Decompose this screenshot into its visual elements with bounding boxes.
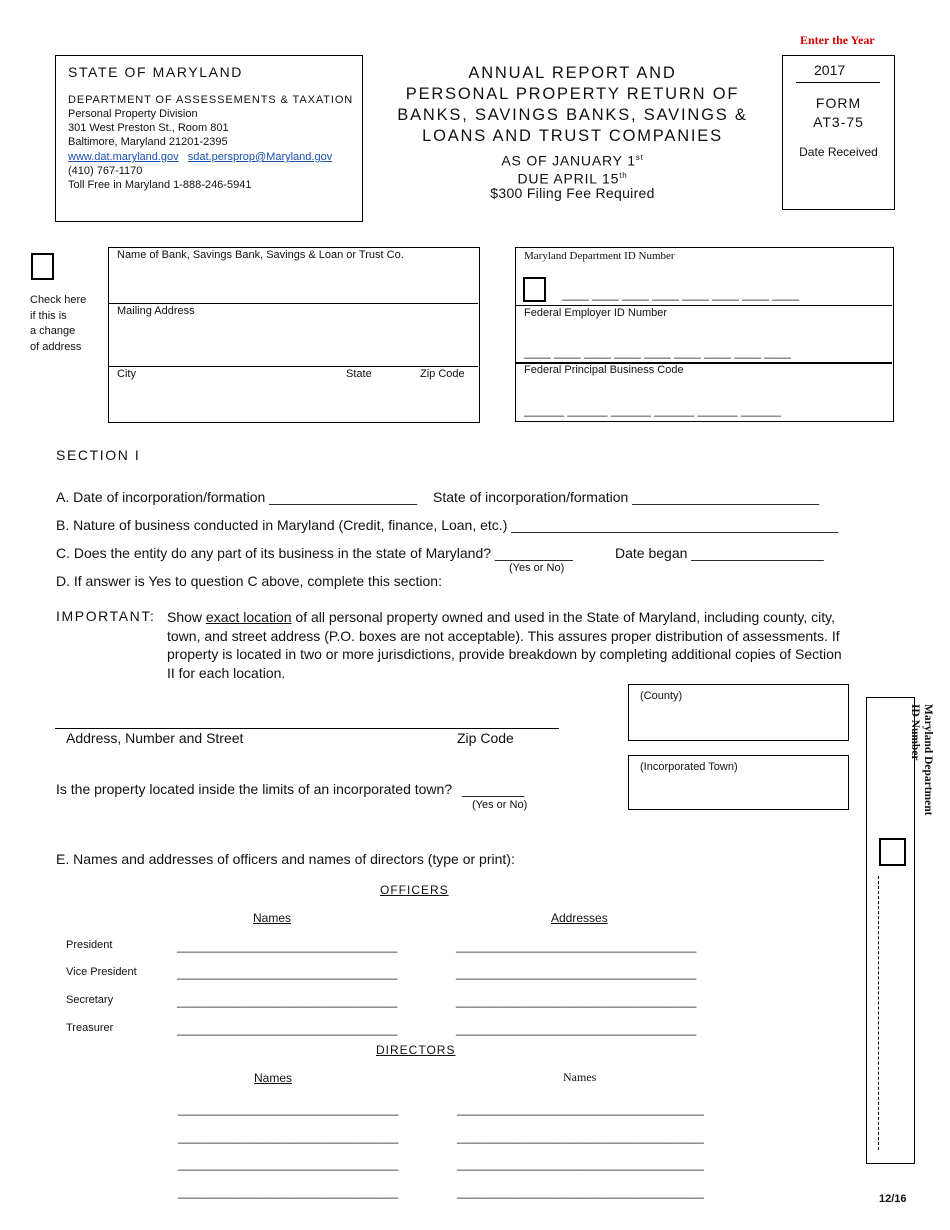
business-in-md-blank[interactable]: __________ (494, 545, 573, 561)
agency-city: Baltimore, Maryland 21201-2395 (68, 136, 228, 148)
question-c (56, 545, 573, 561)
address-change-label (30, 293, 86, 355)
md-id-checkbox[interactable] (523, 277, 546, 302)
side-id-label-line1: Maryland Department (922, 704, 934, 816)
revision-date: 12/16 (879, 1193, 907, 1205)
due-text: DUE APRIL 15 (517, 170, 620, 187)
as-of-text: AS OF JANUARY 1 (501, 152, 636, 169)
directors-heading: DIRECTORS (376, 1043, 456, 1057)
agency-website-link[interactable]: www.dat.maryland.gov (68, 151, 179, 163)
entity-divider-2 (109, 366, 478, 367)
directors-names-header: Names (254, 1071, 293, 1085)
incorporation-date-blank[interactable]: ___________________ (269, 489, 418, 505)
date-began-blank[interactable]: _________________ (691, 545, 824, 561)
officer-role-label: Treasurer (66, 1022, 114, 1034)
naics-blanks[interactable]: ______ ______ ______ ______ ______ ______ (524, 403, 781, 417)
director-name-blank-left[interactable]: _________________________________ (178, 1157, 399, 1171)
side-id-label-line2: ID Number (909, 704, 921, 761)
form-number: AT3-75 (813, 114, 864, 130)
important-line4: II for each location. (167, 664, 286, 681)
agency-department: DEPARTMENT OF ASSESSEMENTS & TAXATION (68, 94, 354, 106)
agency-links (68, 151, 332, 163)
director-name-blank-right[interactable]: _____________________________________ (457, 1185, 704, 1199)
form-title-line3: BANKS, SAVINGS BANKS, SAVINGS & (397, 106, 748, 124)
filing-fee: $300 Filing Fee Required (490, 185, 655, 201)
address-change-line3: a change (30, 325, 76, 337)
town-question-hint: (Yes or No) (472, 799, 528, 811)
officer-role-label: Vice President (66, 966, 137, 978)
question-c-label: C. Does the entity do any part of its business in the state of Maryland? (56, 545, 492, 561)
officers-heading: OFFICERS (380, 883, 449, 897)
important-line1: Show exact location of all personal property owned and used in the State of Maryland, including county, city, (167, 609, 835, 625)
director-name-blank-left[interactable]: _________________________________ (178, 1130, 399, 1144)
md-id-blanks[interactable]: ____ ____ ____ ____ ____ ____ ____ ____ (562, 287, 799, 301)
due-sup: th (619, 171, 628, 180)
address-change-line1: Check here (30, 294, 87, 306)
agency-tollfree: Toll Free in Maryland 1-888-246-5941 (68, 179, 252, 191)
date-received-label: Date Received (799, 145, 878, 159)
agency-street: 301 West Preston St., Room 801 (68, 122, 229, 134)
property-address-field[interactable] (55, 708, 559, 729)
address-change-line4: of address (30, 340, 82, 353)
directors-names-header-right: Names (563, 1070, 597, 1084)
director-name-blank-right[interactable]: _____________________________________ (457, 1130, 704, 1144)
question-c-hint: (Yes or No) (509, 562, 565, 574)
officers-intro: E. Names and addresses of officers and names of directors (type or print): (56, 851, 515, 867)
property-address-label: Address, Number and Street (66, 730, 244, 746)
town-question-label: Is the property located inside the limits of an incorporated town? (56, 781, 453, 797)
officer-name-blank[interactable]: _________________________________ (177, 966, 398, 980)
county-field[interactable] (628, 684, 849, 741)
officer-address-blank[interactable]: ____________________________________ (456, 1022, 697, 1036)
address-change-checkbox[interactable] (31, 253, 54, 280)
director-name-blank-right[interactable]: _____________________________________ (457, 1102, 704, 1116)
director-name-blank-left[interactable]: _________________________________ (178, 1185, 399, 1199)
form-number-box (782, 55, 895, 210)
city-state-zip-field[interactable] (109, 381, 478, 419)
form-title-line1: ANNUAL REPORT AND (468, 64, 677, 82)
enter-year-label: Enter the Year (800, 33, 875, 47)
side-id-tab (866, 697, 934, 1164)
important-line3: property is located in two or more jurisdictions, provide breakdown by completing additional copies of Section (167, 646, 842, 662)
county-label: (County) (640, 690, 683, 702)
question-a-label: A. Date of incorporation/formation (56, 489, 266, 505)
question-a (56, 489, 417, 505)
officer-role-label: President (66, 939, 113, 951)
state-label: State (346, 368, 372, 380)
officers-names-header: Names (253, 911, 292, 925)
city-label: City (117, 368, 136, 380)
officer-name-blank[interactable]: _________________________________ (177, 994, 398, 1008)
section-1-heading: SECTION I (56, 447, 141, 463)
agency-box (55, 55, 363, 222)
entity-divider-1 (109, 303, 478, 304)
form-title-line2: PERSONAL PROPERTY RETURN OF (405, 85, 740, 103)
as-of-sup: st (635, 153, 644, 162)
naics-label: Federal Principal Business Code (524, 364, 684, 376)
officer-address-blank[interactable]: ____________________________________ (456, 939, 697, 953)
mailing-address-field[interactable] (109, 318, 478, 364)
question-c2 (615, 545, 824, 561)
incorporation-state-blank[interactable]: ________________________ (632, 489, 820, 505)
side-id-checkbox[interactable] (879, 838, 906, 866)
business-nature-blank[interactable]: __________________________________________ (511, 517, 839, 533)
agency-email-link[interactable]: sdat.persprop@Maryland.gov (187, 151, 333, 163)
address-change-line2: if this is (30, 309, 67, 322)
mailing-address-label: Mailing Address (117, 305, 195, 317)
side-id-label (908, 704, 934, 815)
officer-name-blank[interactable]: _________________________________ (177, 1022, 398, 1036)
exact-location-emphasis: exact location (205, 609, 292, 625)
question-a2-label: State of incorporation/formation (433, 489, 629, 505)
officer-name-blank[interactable]: _________________________________ (177, 939, 398, 953)
town-question-blank[interactable]: ________ (462, 781, 525, 797)
id-divider-1 (516, 305, 892, 306)
director-name-blank-right[interactable]: _____________________________________ (457, 1157, 704, 1171)
zip-label: Zip Code (420, 368, 465, 380)
fein-blanks[interactable]: ____ ____ ____ ____ ____ ____ ____ ____ ____ (524, 345, 791, 359)
id-box (515, 247, 894, 422)
entity-name-label: Name of Bank, Savings Bank, Savings & Loan or Trust Co. (117, 249, 404, 261)
question-a2 (433, 489, 819, 505)
year-value: 2017 (814, 62, 846, 78)
officer-address-blank[interactable]: ____________________________________ (456, 994, 697, 1008)
officer-role-label: Secretary (66, 994, 114, 1006)
agency-phone: (410) 767-1170 (68, 165, 143, 177)
important-label: IMPORTANT: (56, 608, 156, 624)
town-question (56, 781, 524, 797)
entity-name-field[interactable] (109, 262, 478, 302)
agency-state: STATE OF MARYLAND (68, 64, 243, 80)
officers-addresses-header: Addresses (551, 911, 608, 925)
md-id-label: Maryland Department ID Number (524, 250, 675, 262)
fein-label: Federal Employer ID Number (524, 307, 668, 319)
side-id-blank-line[interactable] (878, 876, 880, 1150)
important-text (167, 608, 897, 682)
agency-division: Personal Property Division (68, 108, 198, 120)
form-label: FORM (815, 95, 862, 111)
officer-address-blank[interactable]: ____________________________________ (456, 966, 697, 980)
important-line2: town, and street address (P.O. boxes are not acceptable). This assures proper distribution of assessments. If (167, 627, 840, 644)
question-d: D. If answer is Yes to question C above, complete this section: (56, 573, 442, 589)
date-began-label: Date began (615, 545, 688, 561)
property-zip-label: Zip Code (457, 730, 514, 746)
director-name-blank-left[interactable]: _________________________________ (178, 1102, 399, 1116)
question-b (56, 517, 838, 533)
entity-box (108, 247, 480, 423)
incorporated-town-field[interactable] (628, 755, 849, 810)
question-b-label: B. Nature of business conducted in Maryland (Credit, finance, Loan, etc.) (56, 517, 508, 533)
form-title-line4: LOANS AND TRUST COMPANIES (422, 127, 723, 145)
incorporated-town-label: (Incorporated Town) (640, 761, 738, 773)
